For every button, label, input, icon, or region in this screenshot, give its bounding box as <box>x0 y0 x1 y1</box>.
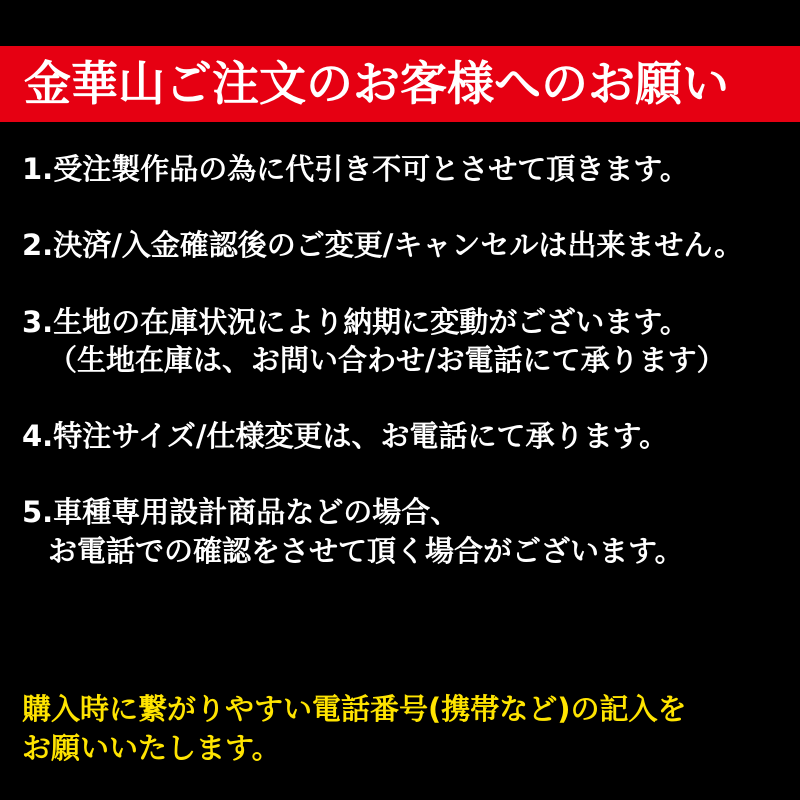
notice-item <box>0 303 800 380</box>
notice-item-line1: 2.決済/入金確認後のご変更/キャンセルは出来ません。 <box>22 228 744 263</box>
notice-item-line1: 5.車種専用設計商品などの場合、 <box>22 495 460 530</box>
notice-item-line1: 3.生地の在庫状況により納期に変動がございます。 <box>22 304 689 339</box>
notice-item <box>0 150 800 188</box>
notice-footer <box>0 690 800 768</box>
notice-footer-line1: 購入時に繋がりやすい電話番号(携帯など)の記入を <box>22 692 687 726</box>
notice-footer-line2: お願いいたします。 <box>22 731 281 766</box>
notice-item <box>0 226 800 264</box>
notice-item-line2: （生地在庫は、お問い合わせ/お電話にて承ります） <box>48 342 726 377</box>
notice-item-line1: 1.受注製作品の為に代引き不可とさせて頂きます。 <box>22 152 689 186</box>
notice-item-line1: 4.特注サイズ/仕様変更は、お電話にて承ります。 <box>22 419 669 454</box>
notice-title: 金華山ご注文のお客様へのお願い <box>24 56 729 112</box>
notice-item <box>0 493 800 570</box>
notice-item-list <box>0 150 800 608</box>
notice-title-band <box>0 46 800 122</box>
notice-item-line2: お電話での確認をさせて頂く場合がございます。 <box>48 533 684 568</box>
notice-item <box>0 417 800 455</box>
